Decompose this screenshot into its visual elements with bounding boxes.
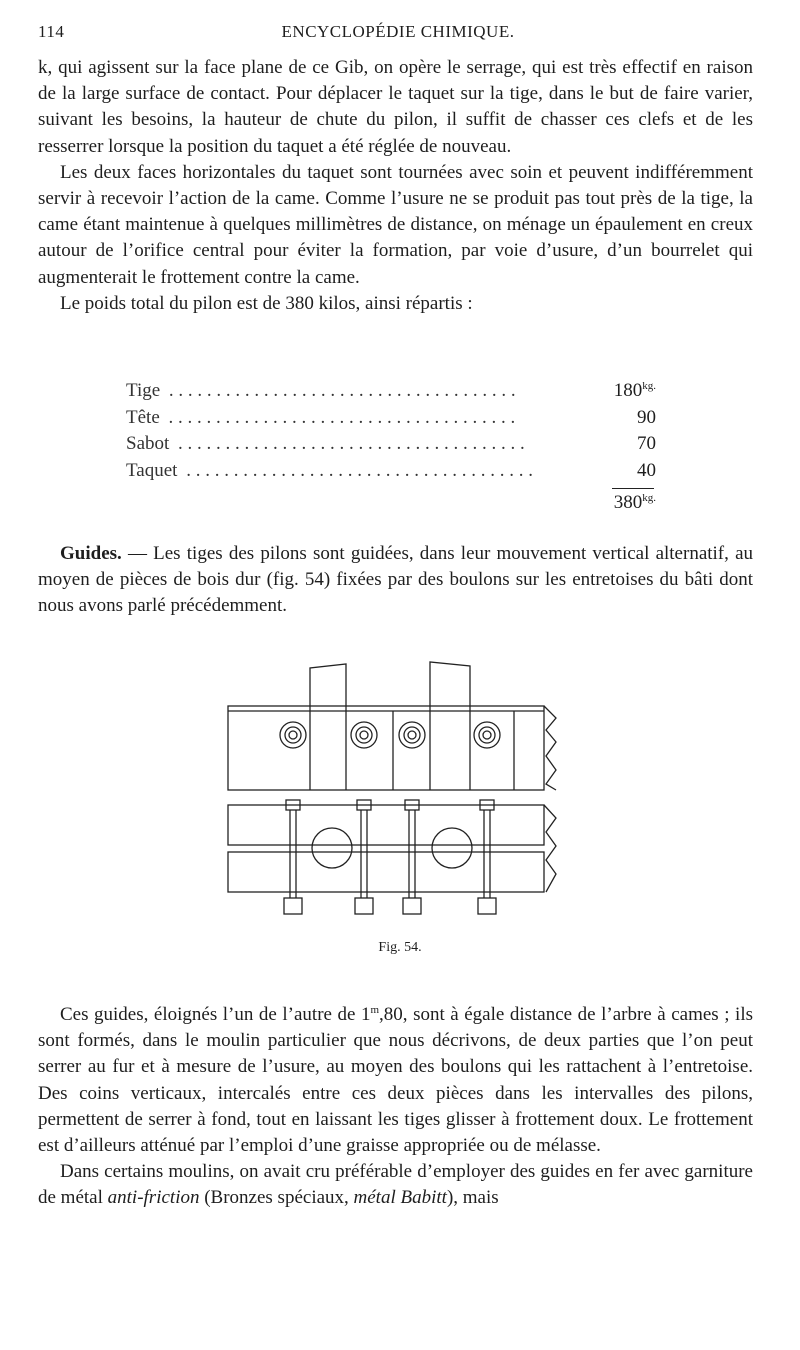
paragraph-2: Les deux faces horizontales du taquet sont tournées avec soin et peuvent indifféremment servir à recevoir l’action de la came. Comme l’usure ne se produit pas tout près de la tige, la came étant maintenue à quelques millimètres de distance, on ménage un épaulement en creux autour de l’orifice central pour éviter la formation, par voie d’usure, d’un bourrelet qui augmenterait le frottement contre la came. bbox=[38, 161, 753, 288]
paragraph-4: Ces guides, éloignés l’un de l’autre de 1$^m$,80, sont à égale distance de l’arbre à cames ; ils sont formés, dans le moulin particulier que nous décrivons, de deux parties que l’on peut serrer au fur et à mesure de l’usure, au moyen des boulons qui les rattachent à l’entretoise. Des coins verticaux, intercalés entre ces deux pièces dans les intervalles des pilons, permettent de serrer à fond, tout en laissant les tiges glisser à frottement doux. Le frottement est d’ailleurs atténué par l’emploi d’une graisse appropriée ou de mélasse. bbox=[38, 1004, 753, 1157]
plan-guide-front bbox=[228, 805, 544, 845]
weight-label: Sabot bbox=[126, 433, 173, 454]
weight-value: $180^{kg.}$ bbox=[613, 380, 656, 401]
page-number: 114 bbox=[38, 22, 65, 41]
weight-value: 70 bbox=[637, 433, 656, 454]
weight-row: Taquet . . . . . . . . . . . . . . . . . . . . . . . . . . . . . . . . . . . . . 40 bbox=[126, 459, 656, 481]
break-line-bottom bbox=[544, 805, 556, 892]
plan-bolts bbox=[284, 800, 496, 914]
break-line-top bbox=[544, 706, 556, 790]
total-value: $380^{kg.}$ bbox=[613, 492, 656, 513]
weight-label: Taquet bbox=[126, 460, 181, 481]
paragraph-1: k, qui agissent sur la face plane de ce Gib, on opère le serrage, qui est très effectif en raison de la large surface de contact. Pour déplacer le taquet sur la tige, dans le but de faire varier, suivant les besoins, la hauteur de chute du pilon, il suffit de chasser ces clefs et de les resserrer lorsque la position du taquet a été réglée de nouveau. bbox=[38, 57, 753, 157]
weight-row: Sabot . . . . . . . . . . . . . . . . . . . . . . . . . . . . . . . . . . . . . 70 bbox=[126, 433, 656, 454]
stem-section-left bbox=[312, 828, 352, 868]
paragraph-5: Dans certains moulins, on avait cru préférable d’employer des guides en fer avec garniture de métal anti-friction (Bronzes spéciaux, métal Babitt), mais bbox=[38, 1161, 753, 1209]
running-title: ENCYCLOPÉDIE CHIMIQUE. bbox=[281, 22, 515, 41]
stamper-stem-left bbox=[310, 664, 346, 706]
weight-row: Tête . . . . . . . . . . . . . . . . . . . . . . . . . . . . . . . . . . . . . 90 bbox=[126, 406, 656, 428]
stem-section-right bbox=[432, 828, 472, 868]
guides-heading: Guides. bbox=[60, 543, 122, 564]
bottom-text bbox=[38, 997, 753, 1212]
weight-label: Tête bbox=[126, 407, 164, 428]
plan-guide-back bbox=[228, 852, 544, 892]
guides-text: — Les tiges des pilons sont guidées, dans leur mouvement vertical alternatif, au moyen de pièces de bois dur (fig. 54) fixées par des boulons sur les entretoises du bâti dont nous avons parlé précédemment. bbox=[38, 543, 753, 617]
bolt-heads bbox=[280, 722, 500, 748]
weight-value: 40 bbox=[637, 459, 656, 481]
stamper-stem-right bbox=[430, 662, 470, 706]
weight-row: Tige . . . . . . . . . . . . . . . . . . . . . . . . . . . . . . . . . . . . . $180^{kg.}$ bbox=[126, 380, 656, 401]
weight-value: 90 bbox=[637, 406, 656, 428]
figure-caption: Fig. 54. bbox=[378, 940, 422, 955]
weight-label: Tige bbox=[126, 380, 164, 401]
upper-guide-block bbox=[228, 706, 544, 790]
paragraph-3: Le poids total du pilon est de 380 kilos, ainsi répartis : bbox=[60, 292, 473, 314]
